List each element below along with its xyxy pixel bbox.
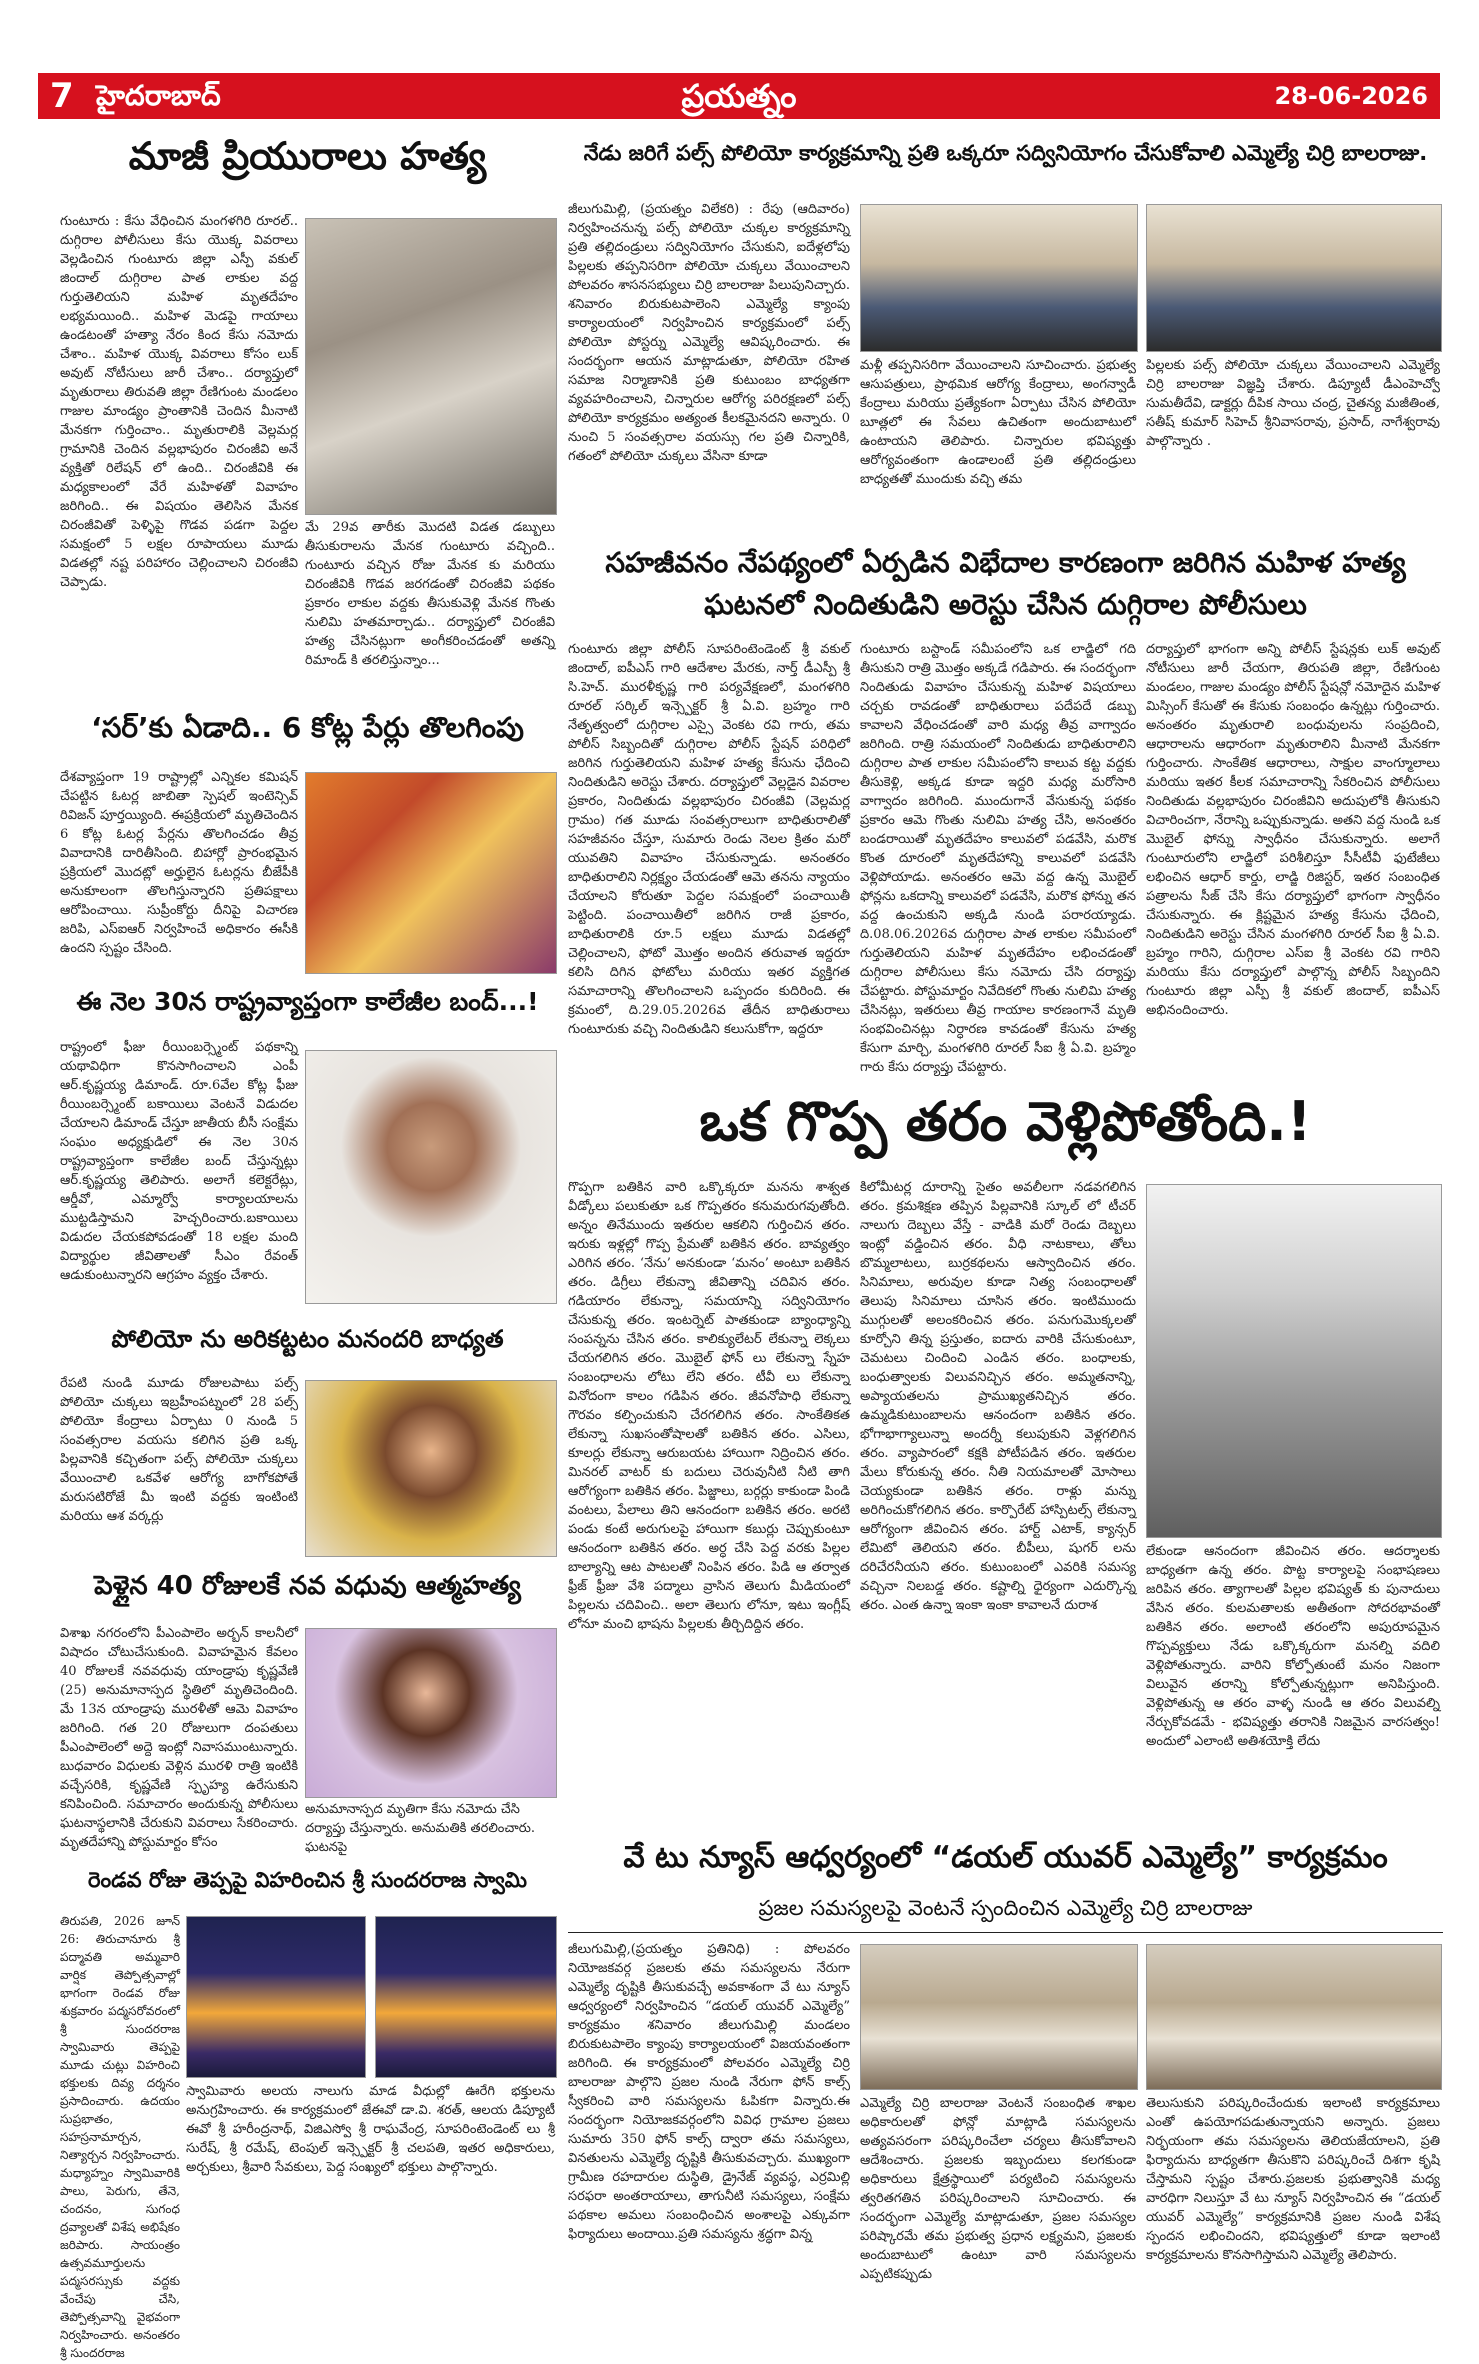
- story9-headline: ఒక గొప్ప తరం వెళ్లిపోతోంది.!: [699, 1090, 1312, 1153]
- story8-headline: రెండవ రోజు తెప్పపై విహరించిన శ్రీ సుందరరాజ స్వామి: [88, 1868, 527, 1892]
- story10-headline: వే టు న్యూస్ ఆధ్వర్యంలో “డయల్ యువర్ ఎమ్మెల్యే” కార్యక్రమం: [623, 1840, 1388, 1875]
- story4-body: దేశవ్యాప్తంగా 19 రాష్ట్రాల్లో ఎన్నికల కమిషన్ చేపట్టిన ఓటర్ల జాబితా స్పెషల్ ఇంటెన్సివ్ రివిజన్ పూర్తయ్యింది. ఈప్రక్రియలో మృతిచెందిన 6 కోట్ల ఓటర్ల పేర్లను తొలగించడం తీవ్ర వివాదానికి దారితీసింది. బిహార్లో ప్రారంభమైన ప్రక్రియలో మొదట్లో అర్హులైన ఓటర్లను బీజేపీకి అనుకూలంగా తొలగిస్తున్నారని ప్రతిపక్షాలు ఆరోపించాయి. సుప్రీంకోర్టు దీనిపై విచారణ జరిపి, ఎస్ఐఆర్ నిర్వహించే అధికారం ఈసీకి ఉందని స్పష్టం చేసింది.: [60, 770, 298, 956]
- masthead-band: [38, 73, 1440, 119]
- story2-body-end: పిల్లలకు పల్స్ పోలియో చుక్కలు వేయించాలని ఎమ్మెల్యే చిర్రి బాలరాజు విజ్ఞప్తి చేశారు. డిప్యూటీ డీఎంహెచ్వో సుమతీదేవి, డాక్టర్లు దీపిక సాయి చంద్ర, చైతన్య మజీతింత, సతీష్ కుమార్ సిహెచ్ శ్రీనివాసరావు, ప్రసాద్, నాగేశ్వరావు పాల్గొన్నారు .: [1146, 358, 1440, 449]
- story9-col3: లేకుండా ఆనందంగా జీవించిన తరం. ఆదర్శాలకు బాధ్యతగా ఉన్న తరం. పొట్ట కార్యాలపై సంభాషణలు జరిపిన తరం. త్యాగాలతో పిల్లల భవిష్యత్ కు పునాదులు వేసిన తరం. కులమతాలకు అతీతంగా సోదరభావంతో బతికిన తరం. అలాంటి తరంలోని అపురూపమైన గొప్పవ్యక్తులు నేడు ఒక్కొక్కరుగా మనల్ని వదిలి వెళ్లిపోతున్నారు. వారిని కోల్పోతుంటే మనం నిజంగా విలువైన తరాన్ని కోల్పోతున్నట్లుగా అనిపిస్తుంది. వెళ్లిపోతున్న ఆ తరం వాళ్ళ నుండి ఆ తరం విలువల్ని నేర్చుకోవడమే - భవిష్యత్తు తరానికి నిజమైన వారసత్వం! అందులో ఎలాంటి అతిశయోక్తి లేదు: [1146, 1544, 1440, 1749]
- story6-headline: పోలియో ను అరికట్టటం మనందరి బాధ్యత: [111, 1325, 504, 1353]
- story7-body: విశాఖ నగరంలోని పీఎంపాలెం అర్బన్ కాలనీలో విషాదం చోటుచేసుకుంది. వివాహమైన కేవలం 40 రోజులకే నవవధువు యాండ్రాపు కృష్ణవేణి (25) అనుమానాస్పద స్థితిలో మృతిచెందింది. మే 13న యాండ్రాపు మురళీతో ఆమె వివాహం జరిగింది. గత 20 రోజులుగా దంపతులు పీఎంపాలెంలో అద్దె ఇంట్లో నివాసముంటున్నారు. బుధవారం విధులకు వెళ్లిన మురళి రాత్రి ఇంటికి వచ్చేసరికి, కృష్ణవేణి స్పృహ్య ఉరేసుకుని కనిపించింది. సమాచారం అందుకున్న పోలీసులు ఘటనాస్థలానికి చేరుకుని వివరాలు సేకరించారు. మృతదేహాన్ని పోస్టుమార్టం కోసం: [60, 1626, 298, 1850]
- page-number: 7: [50, 76, 74, 116]
- story2-photo-1: [860, 204, 1138, 352]
- story7-bride-photo: [305, 1628, 557, 1798]
- story5-krishnaiah-photo: [305, 1050, 557, 1304]
- story2-photo-2: [1146, 204, 1442, 352]
- story4-voter-photo: [305, 772, 557, 974]
- story1-police-photo: [305, 218, 557, 515]
- story2-body: జీలుగుమిల్లి, (ప్రయత్నం విలేకరి) : రేపు (ఆదివారం) నిర్వహించనున్న పల్స్ పోలియో చుక్కల కార్యక్రమాన్ని ప్రతి తల్లిదండ్రులు సద్వినియోగం చేసుకుని, ఐదేళ్లలోపు పిల్లలకు తప్పనిసరిగా పోలియో చుక్కలు వేయించాలని పోలవరం శాసనసభ్యులు చిర్రి బాలరాజు పిలుపునిచ్చారు. శనివారం బిరుకుటపాలెంని ఎమ్మెల్యే క్యాంపు కార్యాలయంలో నిర్వహించిన కార్యక్రమంలో పల్స్ పోలియో పోస్టర్ను ఎమ్మెల్యే ఆవిష్కరించారు. ఈ సందర్భంగా ఆయన మాట్లాడుతూ, పోలియో రహిత సమాజ నిర్మాణానికి ప్రతి కుటుంబం బాధ్యతగా వ్యవహరించాలని, చిన్నారుల ఆరోగ్య పరిరక్షణలో పల్స్ పోలియో కార్యక్రమం అత్యంత కీలకమైనదని అన్నారు. 0 నుంచి 5 సంవత్సరాల వయస్సు గల ప్రతి చిన్నారికి, గతంలో పోలియో చుక్కలు వేసినా కూడా: [568, 202, 850, 464]
- story2-body-continued: మళ్లీ తప్పనిసరిగా వేయించాలని సూచించారు. ప్రభుత్వ ఆసుపత్రులు, ప్రాథమిక ఆరోగ్య కేంద్రాలు, అంగన్వాడీ కేంద్రాలు మరియు ప్రత్యేకంగా ఏర్పాటు చేసిన పోలియో బూత్లలో ఈ సేవలు ఉచితంగా అందుబాటులో ఉంటాయని తెలిపారు. చిన్నారుల భవిష్యత్తు ఆరోగ్యవంతంగా ఉండాలంటే ప్రతి తల్లిదండ్రులు బాధ్యతతో ముందుకు వచ్చి తమ: [860, 358, 1136, 487]
- story1-body: గుంటూరు : కేసు వేధించిన మంగళగిరి రూరల్.. దుగ్గిరాల పోలీసులు కేసు యొక్క వివరాలు వెల్లడించిన గుంటూరు జిల్లా ఎస్పీ వకుల్ జిందాల్ దుగ్గిరాల పాత లాకుల వద్ద గుర్తుతెలియని మహిళ మృతదేహం లభ్యమయింది.. మహిళ మెడపై గాయాలు ఉండటంతో హత్యా నేరం కింద కేసు నమోదు చేశాం.. మహిళ యొక్క వివరాలు కోసం లుక్ అవుట్ నోటీసులు జారీ చేశాం.. దర్యాప్తులో మృతురాలు తిరువతి జిల్లా రేణిగుంట మండలం గాజుల మాండ్యం ప్రాంతానికి చెందిన మీనాటి మేనకగా గుర్తించాం.. మృతురాలికి వెల్లమర్ల గ్రామానికి చెందిన వల్లభాపురం చిరంజీవి అనే వ్యక్తితో రిలేషన్ లో ఉంది.. చిరంజీవికి ఈ మధ్యకాలంలో వేరే మహిళతో వివాహం జరిగింది.. ఈ విషయం తెలిసిన మేనక చిరంజీవితో పెళ్ళిపై గొడవ పడగా పెద్దల సమక్షంలో 5 లక్షల రూపాయలు మూడు విడతల్లో నష్ట పరిహారం చెల్లించాలని చిరంజీవి చెప్పాడు.: [60, 214, 298, 590]
- story10-photo-1: [860, 1944, 1138, 2090]
- story6-official-photo: [305, 1380, 557, 1557]
- story2-headline: నేడు జరిగే పల్స్ పోలియో కార్యక్రమాన్ని ప్రతి ఒక్కరూ సద్వినియోగం చేసుకోవాలి ఎమ్మెల్యే చిర్రి బాలరాజు.: [583, 141, 1428, 165]
- story7-headline: పెళ్లైన 40 రోజులకే నవ వధువు ఆత్మహత్య: [94, 1571, 521, 1601]
- story8-body: తిరుపతి, 2026 జూన్ 26: తిరుచానూరు శ్రీ పద్మావతి అమ్మవారి వార్షిక తెప్పోత్సవాల్లో భాగంగా రెండవ రోజు శుక్రవారం పద్మసరోవరంలో శ్రీ సుందరరాజ స్వామివారు తెప్పపై మూడు చుట్లు విహరించి భక్తులకు దివ్య దర్శనం ప్రసాదించారు. ఉదయం సుప్రభాతం, సహస్రనామార్చన, నిత్యార్చన నిర్వహించారు. మధ్యాహ్నం స్వామివారికి పాలు, పెరుగు, తేనె, చందనం, సుగంధ ద్రవ్యాలతో విశేష అభిషేకం జరిపారు. సాయంత్రం ఉత్సవమూర్తులను పద్మసరస్సుకు వద్దకు వేంచేపు చేసి, తెప్పోత్సవాన్ని వైభవంగా నిర్వహించారు. అనంతరం శ్రీ సుందరరాజ: [60, 1914, 180, 2360]
- story3-col1: గుంటూరు జిల్లా పోలీస్ సూపరింటెండెంట్ శ్రీ వకుల్ జిందాల్, ఐపీఎస్ గారి ఆదేశాల మేరకు, నార్త్ డీఎస్పీ శ్రీ సి.హెచ్. మురళీకృష్ణ గారి పర్యవేక్షణలో, మంగళగిరి రూరల్ సర్కిల్ ఇన్స్పెక్టర్ శ్రీ ఏ.వి. బ్రహ్మం గారి నేతృత్వంలో దుగ్గిరాల ఎస్సై వెంకట రవి గారు, తమ పోలీస్ సిబ్బందితో దుగ్గిరాల పోలీస్ స్టేషన్ పరిధిలో జరిగిన గుర్తుతెలియని మహిళ హత్య కేసును ఛేదించి నిందితుడిని అరెస్టు చేశారు. దర్యాప్తులో వెల్లడైన వివరాల ప్రకారం, నిందితుడు వల్లభాపురం చిరంజీవి (వెల్లమర్ల గ్రామం) గత మూడు సంవత్సరాలుగా బాధితురాలితో సహజీవనం చేస్తూ, సుమారు రెండు నెలల క్రితం మరో యువతిని వివాహం చేసుకున్నాడు. అనంతరం బాధితురాలిని నిర్లక్ష్యం చేయడంతో ఆమె తనను న్యాయం చేయాలని కోరుతూ పెద్దల సమక్షంలో పంచాయితీ పెట్టింది. పంచాయితీలో జరిగిన రాజీ ప్రకారం, బాధితురాలికి రూ.5 లక్షలు మూడు విడతల్లో చెల్లించాలని, ఫోటో మొత్తం అందిన తరువాత ఇద్దరూ కలిసి దిగిన ఫోటోలు మరియు ఇతర వ్యక్తిగత సమాచారాన్ని తొలగించాలని ఒప్పందం కుదిరింది. ఈ క్రమంలో, ది.29.05.2026వ తేదీన బాధితురాలు గుంటూరుకు వచ్చి నిందితుడిని కలుసుకోగా, ఇద్దరూ: [568, 642, 850, 1037]
- story9-elder-photo: [1146, 1184, 1442, 1538]
- paper-name: ప్రయత్నం: [681, 77, 797, 115]
- story8-teppa-photo-1: [186, 1916, 366, 2078]
- story5-headline: ఈ నెల 30న రాష్ట్రవ్యాప్తంగా కాలేజీల బంద్...!: [76, 987, 539, 1016]
- edition-city: హైదరాబాద్: [96, 79, 221, 112]
- story8-body-continued: స్వామివారు అలయ నాలుగు మాడ వీధుల్లో ఊరేగి భక్తులను అనుగ్రహించారు. ఈ కార్యక్రమంలో జేఈవో డా.వి. శరత్, ఆలయ డిప్యూటీ ఈవో శ్రీ హరీంద్రనాథ్, విజిఎస్వో శ్రీ రాఘవేంద్ర, సూపరింటెండెంట్ లు శ్రీ సురేష్, శ్రీ రమేష్, టెంపుల్ ఇన్స్పెక్టర్ శ్రీ చలపతి, ఇతర అధికారులు, అర్చకులు, శ్రీవారి సేవకులు, పెద్ద సంఖ్యలో భక్తులు పాల్గొన్నారు.: [186, 2084, 555, 2175]
- issue-date: 28-06-2026: [1274, 82, 1428, 110]
- story10-col2: ఎమ్మెల్యే చిర్రి బాలరాజు వెంటనే సంబంధిత శాఖల అధికారులతో ఫోన్లో మాట్లాడి సమస్యలను అత్యవసరంగా పరిష్కరించేలా చర్యలు తీసుకోవాలని ఆదేశించారు. ప్రజలకు ఇబ్బందులు కలగకుండా అధికారులు క్షేత్రస్థాయిలో పర్యటించి సమస్యలను త్వరితగతిన పరిష్కరించాలని సూచించారు. ఈ సందర్భంగా ఎమ్మెల్యే మాట్లాడుతూ, ప్రజల సమస్యల పరిష్కారమే తమ ప్రభుత్వ ప్రధాన లక్ష్యమని, ప్రజలకు అందుబాటులో ఉంటూ వారి సమస్యలను ఎప్పటికప్పుడు: [860, 2096, 1136, 2282]
- story1-headline: మాజీ ప్రియురాలు హత్య: [128, 134, 487, 178]
- story7-caption: అనుమానాస్పద మృతిగా కేసు నమోదు చేసి దర్యాప్తు చేస్తున్నారు. అనుమతికి తరలించారు. ఘటనపై: [305, 1802, 536, 1855]
- story10-divider: [568, 1932, 1443, 1933]
- story6-body: రేపటి నుండి మూడు రోజులపాటు పల్స్ పోలియో చుక్కలు ఇబ్రహీంపట్నంలో 28 పల్స్ పోలియో కేంద్రాలు ఏర్పాటు 0 నుండి 5 సంవత్సరాల వయసు కలిగిన ప్రతి ఒక్క పిల్లవానికి కచ్చితంగా పల్స్ పోలియో చుక్కలు వేయించాలి ఒకవేళ ఆరోగ్య బాగోకపోతే మరుసటిరోజే మీ ఇంటి వద్దకు ఇంటింటి మరియు ఆశ వర్కర్లు: [60, 1376, 298, 1524]
- story1-body-continued: మే 29వ తారీకు మొదటి విడత డబ్బులు తీసుకురాలను మేనక గుంటూరు వచ్చింది.. గుంటూరు వచ్చిన రోజు మేనక కు మరియు చిరంజీవికి గొడవ జరగడంతో చిరంజీవి పథకం ప్రకారం లాకుల వద్దకు తీసుకువెళ్లి మేనక గొంతు నులిమి హతమార్చాడు.. దర్యాప్తులో చిరంజీవి హత్య చేసినట్లుగా అంగీకరించడంతో అతన్ని రిమాండ్ కి తరలిస్తున్నాం...: [305, 520, 555, 668]
- story8-teppa-photo-2: [375, 1916, 557, 2078]
- story10-col3: తెలుసుకుని పరిష్కరించేందుకు ఇలాంటి కార్యక్రమాలు ఎంతో ఉపయోగపడుతున్నాయని అన్నారు. ప్రజలు నిర్భయంగా తమ సమస్యలను తెలియజేయాలని, ప్రతి ఫిర్యాదును బాధ్యతగా తీసుకొని పరిష్కరించే దిశగా కృషి చేస్తామని స్పష్టం చేశారు.ప్రజలకు ప్రభుత్వానికి మధ్య వారధిగా నిలుస్తూ వే టు న్యూస్ నిర్వహించిన ఈ “డయల్ యువర్ ఎమ్మెల్యే” కార్యక్రమానికి ప్రజల నుండి విశేష స్పందన లభించిందని, భవిష్యత్తులో కూడా ఇలాంటి కార్యక్రమాలను కొనసాగిస్తామని ఎమ్మెల్యే తెలిపారు.: [1146, 2096, 1440, 2263]
- story5-body: రాష్ట్రంలో ఫీజు రీయింబర్స్మెంట్ పథకాన్ని యథావిధిగా కొనసాగించాలని ఎంపీ ఆర్.కృష్ణయ్య డిమాండ్. రూ.6వేల కోట్ల ఫీజు రీయింబర్స్మెంట్ బకాయిలు వెంటనే విడుదల చేయాలని డిమాండ్ చేస్తూ జాతీయ బీసీ సంక్షేమ సంఘం అధ్యక్షుడిలో ఈ నెల 30న రాష్ట్రవ్యాప్తంగా కాలేజీల బంద్ చేస్తున్నట్లు ఆర్.కృష్ణయ్య తెలిపారు. అలాగే కలెక్టరేట్లు, ఆర్డీవో, ఎమ్మార్వో కార్యాలయాలను ముట్టడిస్తామని హెచ్చరించారు.బకాయిలు విడుదల చేయకపోవడంతో 18 లక్షల మంది విద్యార్థుల జీవితాలతో సీఎం రేవంత్ ఆడుకుంటున్నారని ఆగ్రహం వ్యక్తం చేశారు.: [60, 1040, 298, 1283]
- story9-col1: గొప్పగా బతికిన వారి ఒక్కొక్కరూ మనను శాశ్వత వీడ్కోలు పలుకుతూ ఒక గొప్పతరం కనుమరుగవుతోంది. అన్నం తినేముందు ఇతరుల ఆకలిని గుర్తించిన తరం. ఇరుకు ఇళ్లల్లో గొప్ప ప్రేమతో బతికిన తరం. బావ్యత్వం ఎరిగిన తరం. ‘నేను’ అనకుండా ‘మనం’ అంటూ బతికిన తరం. డిగ్రీలు లేకున్నా జీవితాన్ని చదివిన తరం. గడియారం లేకున్నా, సమయాన్ని సద్వినియోగం చేసుకున్న తరం. ఇంటర్నెట్ పాతకుండా బ్యాంధ్యాన్ని సంపన్నను చేసిన తరం. కాలిక్యులేటర్ లేకున్నా లెక్కలు చేయగలిగిన తరం. మొబైల్ ఫోన్ లు లేకున్నా స్నేహ సంబంధాలను లోటు లేని తరం. టీవీ లు లేకున్నా వినోదంగా కాలం గడిపిన తరం. జీవనోపాధి లేకున్నా గౌరవం కల్పించుకుని చేరగలిగిన తరం. సాంకేతికత లేకున్నా సుఖసంతోషాలతో బతికిన తరం. ఎసిలు, కూలర్లు లేకున్నా ఆరుబయట హాయిగా నిద్రించిన తరం. మినరల్ వాటర్ కు బదులు చెరువునీటి నీటి తాగి ఆరోగ్యంగా బతికిన తరం. పిజ్జాలు, బర్గర్లు కాకుండా పిండి వంటలు, పేలాలు తిని ఆనందంగా బతికిన తరం. అరటి పండు కంటే అరుగులపై హాయిగా కబుర్లు చెప్పుకుంటూ ఆనందంగా బతికిన తరం. అర్ధ చేసి పెద్ద వరకు పిల్లల బాల్యాన్ని ఆట పాటలతో నింపిన తరం. పిడి ఆ తర్వాత ఫ్రీజ్ ఫ్రీజు వేశి పద్మాలు వ్రాసిన తెలుగు మీడియంలో పిల్లలను చదివించి.. అలా తెలుగు లోనూ, ఇటు ఇంగ్లీష్ లోనూ మంచి భాషను పిల్లలకు తీర్చిదిద్దిన తరం.: [568, 1180, 850, 1632]
- story10-subheadline: ప్రజల సమస్యలపై వెంటనే స్పందించిన ఎమ్మెల్యే చిర్రి బాలరాజు: [758, 1896, 1253, 1920]
- story3-headline: సహజీవనం నేపథ్యంలో ఏర్పడిన విభేదాల కారణంగా జరిగిన మహిళ హత్య ఘటనలో నిందితుడిని అరెస్టు చేసిన దుగ్గిరాల పోలీసులు: [605, 546, 1406, 621]
- story3-col2: గుంటూరు బస్టాండ్ సమీపంలోని ఒక లాడ్జిలో గది తీసుకుని రాత్రి మొత్తం అక్కడే గడిపారు. ఈ సందర్భంగా నిందితుడు వివాహం చేసుకున్న మహిళ విషయాలు చర్చకు రావడంతో బాధితురాలు పదేపదే డబ్బు కావాలని వేధించడంతో వారి మధ్య తీవ్ర వాగ్వాదం జరిగింది. రాత్రి సమయంలో నిందితుడు బాధితురాలిని దుగ్గిరాల పాత లాకుల సమీపంలోని కాలువ కట్ట వద్దకు తీసుకెళ్లి, అక్కడ కూడా ఇద్దరి మధ్య మరోసారి వాగ్వాదం జరిగింది. ముందుగానే వేసుకున్న పథకం ప్రకారం ఆమె గొంతు నులిమి హత్య చేసి, అనంతరం బండరాయితో మృతదేహం కాలువలో పడవేసి, మరొక కొంత దూరంలో మృతదేహాన్ని కాలువలో పడవేసి వెళ్లిపోయాడు. అనంతరం ఆమె వద్ద ఉన్న మొబైల్ ఫోన్లను ఒకదాన్ని కాలువలో పడవేసి, మరొక ఫోన్ను తన వద్ద ఉంచుకుని అక్కడి నుండి పరారయ్యాడు. ది.08.06.2026వ దుగ్గిరాల పాత లాకుల సమీపంలో గుర్తుతెలియని మహిళ మృతదేహం లభించడంతో దుగ్గిరాల పోలీసులు కేసు నమోదు చేసి దర్యాప్తు చేపట్టారు. పోస్టుమార్టం నివేదికలో గొంతు నులిమి హత్య చేసినట్లు, ఇతరులు తీవ్ర గాయాల కారణంగానే మృతి సంభవించినట్లు నిర్ధారణ కావడంతో కేసును హత్య కేసుగా మార్చి, మంగళగిరి రూరల్ సీఐ శ్రీ ఏ.వి. బ్రహ్మం గారు కేసు దర్యాప్తు చేపట్టారు.: [860, 642, 1136, 1075]
- story10-col1: జీలుగుమిల్లి,(ప్రయత్నం ప్రతినిధి) : పోలవరం నియోజకవర్గ ప్రజలకు తమ సమస్యలను నేరుగా ఎమ్మెల్యే దృష్టికి తీసుకువచ్చే అవకాశంగా వే టు న్యూస్ ఆధ్వర్యంలో నిర్వహించిన “డయల్ యువర్ ఎమ్మెల్యే” కార్యక్రమం శనివారం జీలుగుమిల్లి మండలం బిరుకుటపాలెం క్యాంపు కార్యాలయంలో విజయవంతంగా జరిగింది. ఈ కార్యక్రమంలో పోలవరం ఎమ్మెల్యే చిర్రి బాలరాజు పాల్గొని ప్రజల నుండి నేరుగా ఫోన్ కాల్స్ స్వీకరించి వారి సమస్యలను ఓపికగా విన్నారు.ఈ సందర్భంగా నియోజకవర్గంలోని వివిధ గ్రామాల ప్రజలు సుమారు 350 ఫోన్ కాల్స్ ద్వారా తమ సమస్యలు, వినతులను ఎమ్మెల్యే దృష్టికి తీసుకువచ్చారు. ముఖ్యంగా గ్రామీణ రహదారుల దుస్థితి, డ్రైనేజ్ వ్యవస్థ, ఎర్రమిల్లి సరఫరా అంతరాయాలు, తాగునీటి సమస్యలు, సంక్షేమ పథకాల అమలు సంబంధించిన అంశాలపై ఎక్కువగా ఫిర్యాదులు అందాయి.ప్రతి సమస్యను శ్రద్ధగా విన్న: [568, 1942, 850, 2242]
- story10-photo-2: [1146, 1944, 1442, 2090]
- story9-col2: కిలోమీటర్ల దూరాన్ని సైతం అవలీలగా నడవగలిగిన తరం. క్రమశిక్షణ తప్పిన పిల్లవానికి స్కూల్ లో టీచర్ నాలుగు దెబ్బలు వేస్తే - వాడికి మరో రెండు దెబ్బలు ఇంట్లో వడ్డించిన తరం. వీధి నాటకాలు, తోలు బొమ్మలాటలు, బుర్రకథలను ఆస్వాదించిన తరం. సినిమాలు, అరువుల కూడా నిత్య సంబంధాలతో తెలుపు సినిమాలు చూసిన తరం. ఇంటిముందు ముగ్గులతో అలంకరించిన తరం. పనుగుమొక్కలతో కూర్చోని తిన్న ప్రస్తుతం, ఐదారు వారికి చేసుకుంటూ, చెమటలు చిందించి ఎండిన తరం. బంధాలకు, బంధుత్వాలకు విలువనిచ్చిన తరం. అమ్మతనాన్ని, అప్యాయతలను ప్రాముఖ్యతనిచ్చిన తరం. ఉమ్మడికుటుంబాలను ఆనందంగా బతికిన తరం. భోగాభాగ్యాలున్నా అందర్నీ కలుపుకుని వెళ్లగలిగిన తరం. వ్యాపారంలో కక్షకి పోటీపడిన తరం. ఇతరుల మేలు కోరుకున్న తరం. నీతి నియమాలతో మోసాలు చెయ్యకుండా బతికిన తరం. రాళ్లు మన్ను అరిగించుకోగలిగిన తరం. కార్పొరేట్ హాస్పిటల్స్ లేకున్నా ఆరోగ్యంగా జీవించిన తరం. హార్ట్ ఎటాక్, క్యాన్సర్ లేమిటో తెలియని తరం. బీపీలు, షుగర్ లను దరిచేరనీయని తరం. కుటుంబంలో ఎవరికి సమస్య వచ్చినా నిలబడ్డ తరం. కష్టాల్ని ధైర్యంగా ఎదుర్కొన్న తరం. ఎంత ఉన్నా ఇంకా ఇంకా కావాలనే దురాశ: [860, 1180, 1136, 1613]
- story4-headline: ‘సర్’కు ఏడాది.. 6 కోట్ల పేర్లు తొలగింపు: [91, 711, 524, 744]
- story3-col3: దర్యాప్తులో భాగంగా అన్ని పోలీస్ స్టేషన్లకు లుక్ అవుట్ నోటీసులు జారీ చేయగా, తిరుపతి జిల్లా, రేణిగుంట మండలం, గాజుల మండ్యం పోలీస్ స్టేషన్లో నమోదైన మహిళ మిస్సింగ్ కేసుతో ఈ కేసుకు సంబంధం ఉన్నట్లు గుర్తించారు. అనంతరం మృతురాలి బంధువులను సంప్రదించి, ఆధారాలను ఆధారంగా మృతురాలిని మీనాటి మేనకగా గుర్తించారు. సాంకేతిక ఆధారాలు, సాక్షుల వాంగ్మూలాలు మరియు ఇతర కీలక సమాచారాన్ని సేకరించిన పోలీసులు నిందితుడు వల్లభాపురం చిరంజీవిని అదుపులోకి తీసుకుని విచారించగా, నేరాన్ని ఒప్పుకున్నాడు. అతని వద్ద నుండి ఒక మొబైల్ ఫోన్ను స్వాధీనం చేసుకున్నారు. అలాగే గుంటూరులోని లాడ్జిలో పరిశీలిస్తూ సీసీటీవీ ఫుటేజీలు లభించిన ఆధార్ కార్డు, లాడ్జి రిజిస్టర్, ఇతర సంబంధిత పత్రాలను సీజ్ చేసి కేసు దర్యాప్తులో భాగంగా స్వాధీనం చేసుకున్నారు. ఈ క్లిష్టమైన హత్య కేసును ఛేదించి, నిందితుడిని అరెస్టు చేసిన మంగళగిరి రూరల్ సీఐ శ్రీ ఏ.వి. బ్రహ్మం గారిని, దుగ్గిరాల ఎస్ఐ శ్రీ వెంకట రవి గారిని మరియు కేసు దర్యాప్తులో పాల్గొన్న పోలీస్ సిబ్బందిని గుంటూరు జిల్లా ఎస్పీ శ్రీ వకుల్ జిందాల్, ఐపీఎస్ అభినందించారు.: [1146, 642, 1440, 1018]
